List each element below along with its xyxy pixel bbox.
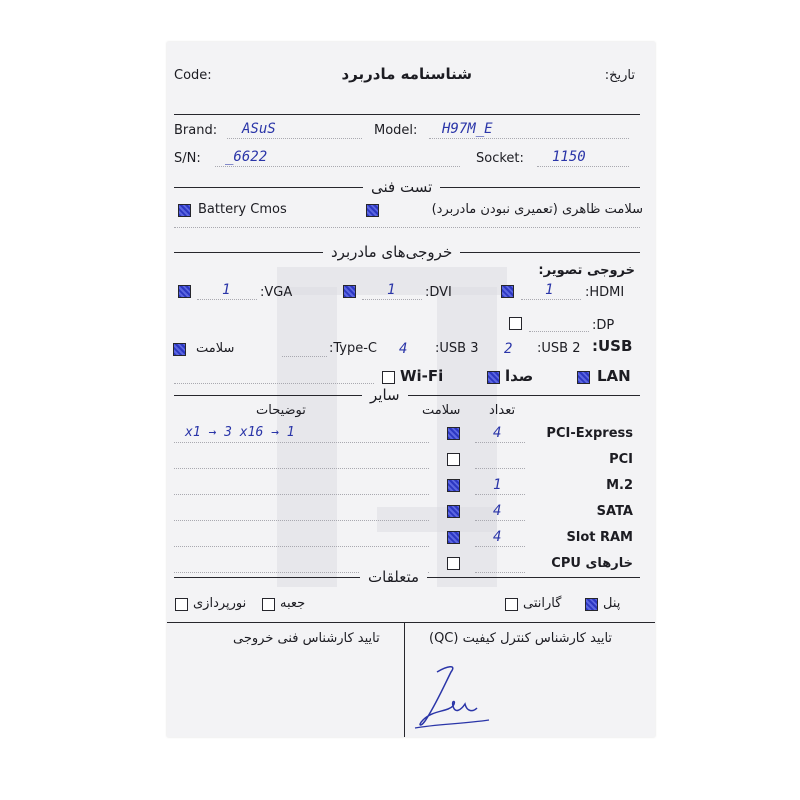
box-label: جعبه <box>280 596 306 611</box>
vga-checkbox[interactable] <box>178 285 191 298</box>
video-output-label: خروجی تصویر: <box>538 263 635 278</box>
sn-value: _6622 <box>225 149 268 165</box>
vga-count: 1 <box>222 282 231 298</box>
row-count: 4 <box>493 529 502 545</box>
warranty-label: گارانتی <box>523 596 562 611</box>
row-count: 4 <box>493 503 502 519</box>
row-count: 1 <box>493 477 502 493</box>
motherboard-id-card <box>167 42 655 737</box>
notes-column-header: توضیحات <box>256 403 306 418</box>
date-label: تاریخ: <box>604 68 635 83</box>
lighting-label: نورپردازی <box>193 596 247 611</box>
notes-field-line <box>174 468 429 469</box>
brand-value: ASuS <box>242 121 276 137</box>
wifi-checkbox[interactable] <box>382 371 395 384</box>
dotted-line <box>174 383 374 384</box>
signature <box>407 654 497 734</box>
sn-field-line <box>215 166 460 167</box>
row-note: x1 → 3 x16 → 1 <box>185 425 295 440</box>
other-heading: سایر <box>362 386 408 404</box>
code-label: Code: <box>174 68 212 83</box>
row-health-checkbox[interactable] <box>447 427 460 440</box>
count-field-line <box>475 572 525 573</box>
row-label: Slot RAM <box>566 530 633 545</box>
socket-label: Socket: <box>476 151 524 166</box>
usb-health-label: سلامت <box>196 341 235 356</box>
header-divider <box>174 114 640 115</box>
usb2-label: :USB 2 <box>537 341 581 356</box>
notes-field-line <box>174 546 429 547</box>
page-title: شناسنامه مادربرد <box>341 65 472 83</box>
watermark <box>437 287 497 587</box>
qc-approval-label: تایید کارشناس کنترل کیفیت (QC) <box>429 631 613 646</box>
appearance-checkbox[interactable] <box>366 204 379 217</box>
dvi-field-line <box>362 299 422 300</box>
dp-field-line <box>529 331 589 332</box>
row-label: خارهای CPU <box>551 556 633 571</box>
usb-health-checkbox[interactable] <box>173 343 186 356</box>
row-health-checkbox[interactable] <box>447 531 460 544</box>
sound-label: صدا <box>505 367 534 385</box>
approval-divider <box>167 622 655 623</box>
row-label: PCI <box>609 452 633 467</box>
dvi-label: :DVI <box>425 285 452 300</box>
dvi-count: 1 <box>387 282 396 298</box>
count-field-line <box>475 520 525 521</box>
vga-label: :VGA <box>260 285 293 300</box>
row-health-checkbox[interactable] <box>447 505 460 518</box>
dp-checkbox[interactable] <box>509 317 522 330</box>
model-value: H97M_E <box>442 121 493 137</box>
usb2-count: 2 <box>504 341 513 357</box>
model-field-line <box>429 138 629 139</box>
hdmi-count: 1 <box>545 282 554 298</box>
brand-label: Brand: <box>174 123 218 138</box>
lan-label: LAN <box>597 367 631 385</box>
count-field-line <box>475 442 525 443</box>
panel-checkbox[interactable] <box>585 598 598 611</box>
vga-field-line <box>197 299 257 300</box>
sound-checkbox[interactable] <box>487 371 500 384</box>
count-field-line <box>475 468 525 469</box>
panel-label: پنل <box>603 596 621 611</box>
row-health-checkbox[interactable] <box>447 479 460 492</box>
typec-label: :Type-C <box>329 341 378 356</box>
dotted-line <box>174 227 640 228</box>
box-checkbox[interactable] <box>262 598 275 611</box>
hdmi-checkbox[interactable] <box>501 285 514 298</box>
wifi-label: Wi-Fi <box>400 367 444 385</box>
tech-approval-label: تایید کارشناس فنی خروجی <box>233 631 380 646</box>
usb3-label: :USB 3 <box>435 341 479 356</box>
row-health-checkbox[interactable] <box>447 453 460 466</box>
approval-separator <box>404 622 405 737</box>
outputs-heading: خروجی‌های مادربرد <box>323 243 460 261</box>
battery-label: Battery Cmos <box>198 202 287 217</box>
health-column-header: سلامت <box>422 403 461 418</box>
dotted-line <box>282 356 327 357</box>
usb3-count: 4 <box>399 341 408 357</box>
count-column-header: تعداد <box>489 403 516 418</box>
battery-checkbox[interactable] <box>178 204 191 217</box>
brand-field-line <box>227 138 362 139</box>
row-label: SATA <box>596 504 633 519</box>
row-count: 4 <box>493 425 502 441</box>
lighting-checkbox[interactable] <box>175 598 188 611</box>
lan-checkbox[interactable] <box>577 371 590 384</box>
socket-field-line <box>537 166 629 167</box>
appearance-label: سلامت ظاهری (تعمیری نبودن مادربرد) <box>431 202 643 217</box>
technical-test-heading: تست فنی <box>363 178 440 196</box>
hdmi-field-line <box>521 299 581 300</box>
count-field-line <box>475 494 525 495</box>
socket-value: 1150 <box>552 149 586 165</box>
dp-label: :DP <box>592 318 615 333</box>
row-label: PCI-Express <box>546 426 633 441</box>
notes-field-line <box>174 494 429 495</box>
count-field-line <box>475 546 525 547</box>
row-label: M.2 <box>606 478 633 493</box>
notes-field-line <box>174 520 429 521</box>
accessories-heading: متعلقات <box>360 568 427 586</box>
warranty-checkbox[interactable] <box>505 598 518 611</box>
hdmi-label: :HDMI <box>585 285 625 300</box>
notes-field-line <box>174 442 429 443</box>
row-health-checkbox[interactable] <box>447 557 460 570</box>
dvi-checkbox[interactable] <box>343 285 356 298</box>
usb-label: :USB <box>592 337 633 355</box>
model-label: Model: <box>374 123 418 138</box>
sn-label: S/N: <box>174 151 201 166</box>
